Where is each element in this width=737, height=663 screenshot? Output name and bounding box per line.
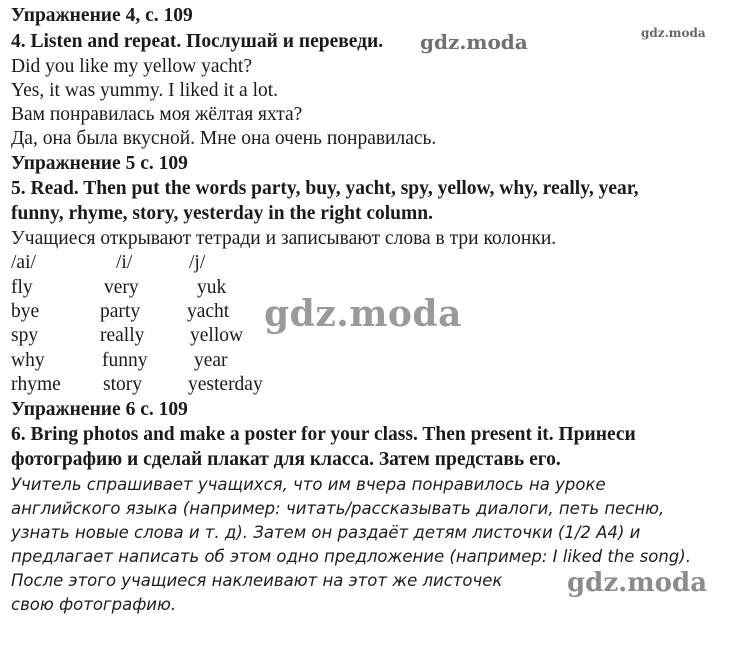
word-i: very — [104, 277, 139, 298]
ex4-line: Did you like my yellow yacht? — [11, 56, 252, 77]
ex6-body-line: английского языка (например: читать/рассказывать диалоги, петь песню, — [11, 499, 665, 518]
word-i: party — [100, 301, 141, 322]
word-ai: bye — [11, 301, 40, 322]
ex4-task: 4. Listen and repeat. Послушай и переведи. — [11, 31, 384, 52]
ex6-task-line1: 6. Bring photos and make a poster for your class. Then present it. Принеси — [11, 424, 636, 445]
column-header-ai: /ai/ — [11, 252, 36, 273]
ex4-line: Да, она была вкусной. Мне она очень понравилась. — [11, 128, 437, 149]
ex5-task-line1: 5. Read. Then put the words party, buy, yacht, spy, yellow, why, really, year, — [11, 178, 639, 199]
word-ai: fly — [11, 277, 33, 298]
ex6-body-line: После этого учащиеся наклеивают на этот же листочек — [11, 571, 503, 590]
ex6-body-line: свою фотографию. — [11, 595, 177, 614]
word-j: yesterday — [188, 374, 263, 395]
word-i: funny — [102, 350, 148, 371]
ex5-heading: Упражнение 5 с. 109 — [11, 153, 188, 174]
ex6-body-line: узнать новые слова и т. д). Затем он раздаёт детям листочки (1/2 А4) и — [11, 523, 641, 542]
word-ai: rhyme — [11, 374, 61, 395]
word-j: yuk — [197, 277, 227, 298]
word-j: year — [194, 350, 228, 371]
ex4-line: Вам понравилась моя жёлтая яхта? — [11, 104, 303, 125]
column-header-j: /j/ — [189, 252, 206, 273]
ex5-instruction: Учащиеся открывают тетради и записывают слова в три колонки. — [11, 228, 557, 249]
ex6-body-line: предлагает написать об этом одно предложение (например: I liked the song). — [11, 547, 691, 566]
ex6-heading: Упражнение 6 с. 109 — [11, 399, 188, 420]
ex4-heading: Упражнение 4, с. 109 — [11, 5, 193, 26]
ex6-task-line2: фотографию и сделай плакат для класса. Затем представь его. — [11, 449, 561, 470]
word-ai: why — [11, 350, 45, 371]
ex5-task-line2: funny, rhyme, story, yesterday in the right column. — [11, 203, 433, 224]
column-header-i: /i/ — [116, 252, 133, 273]
watermark-center: gdz.moda — [264, 293, 462, 335]
word-j: yacht — [187, 301, 230, 322]
word-j: yellow — [190, 325, 244, 346]
watermark-bottom: gdz.moda — [567, 568, 708, 598]
watermark-corner: gdz.moda — [641, 26, 706, 40]
word-i: really — [100, 325, 145, 346]
watermark-top: gdz.moda — [420, 30, 528, 54]
word-i: story — [103, 374, 142, 395]
ex4-line: Yes, it was yummy. I liked it a lot. — [11, 80, 279, 101]
ex6-body-line: Учитель спрашивает учащихся, что им вчера понравилось на уроке — [11, 475, 606, 494]
word-ai: spy — [11, 325, 39, 346]
